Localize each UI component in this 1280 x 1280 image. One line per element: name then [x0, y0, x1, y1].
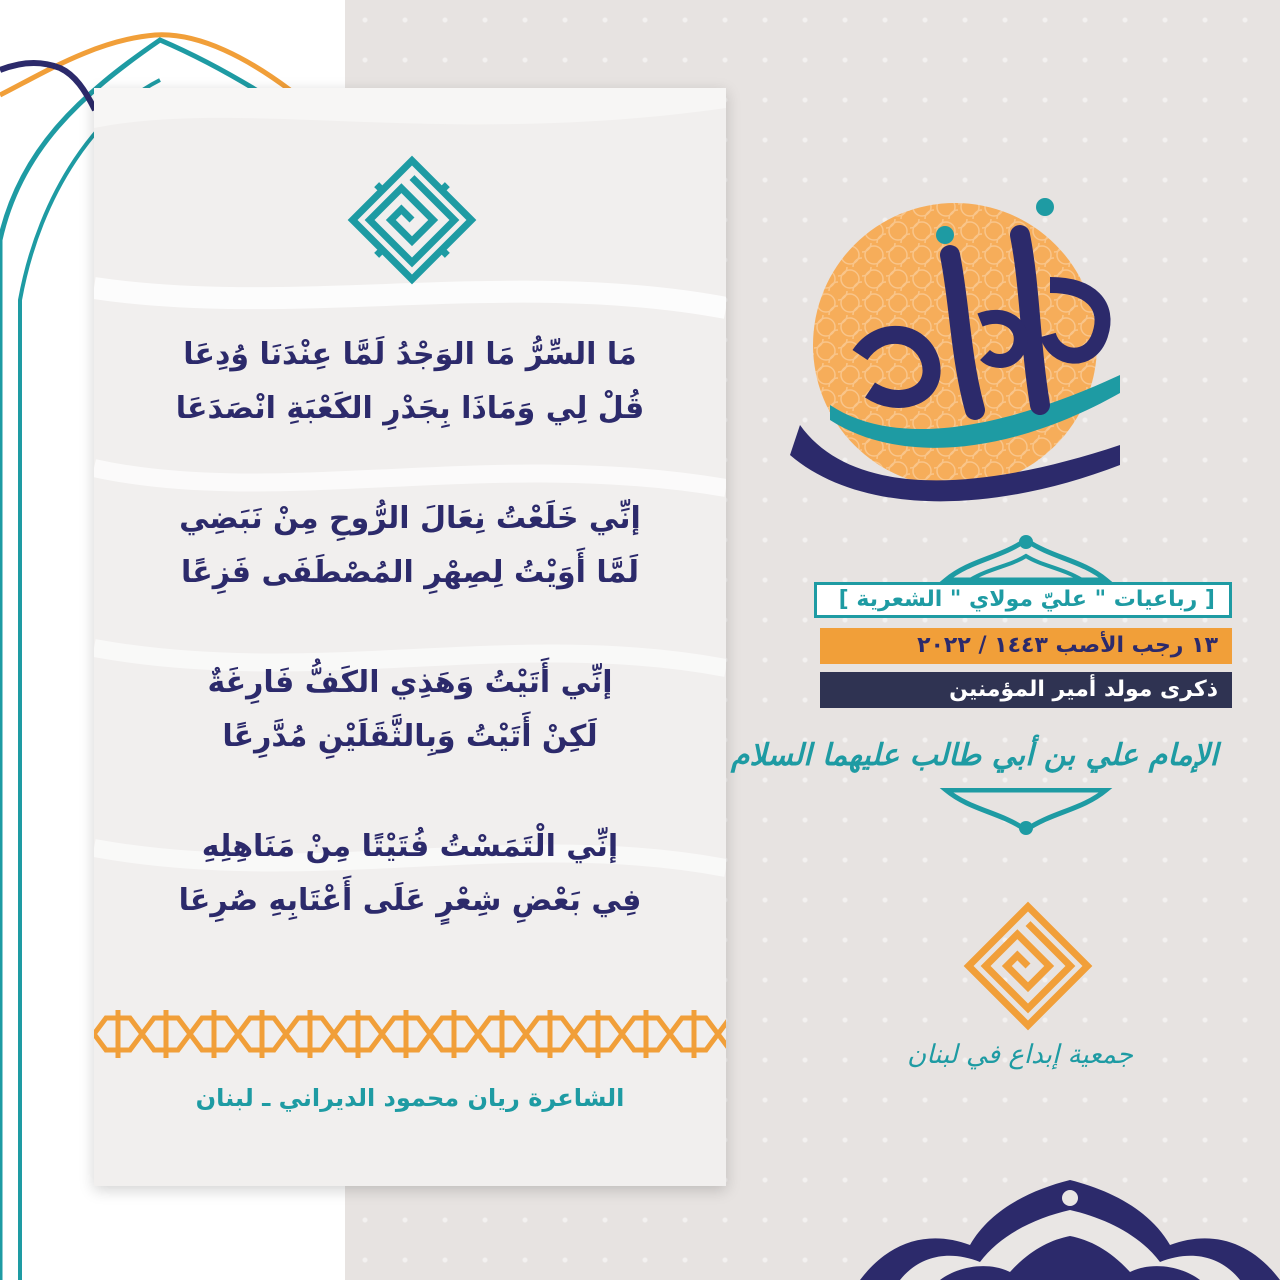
verse-1-1: مَا السِّرُّ مَا الوَجْدُ لَمَّا عِنْدَنَا وُدِعَا: [183, 337, 637, 372]
poem: [94, 328, 726, 984]
verse-3-1: إنِّي أَتَيْتُ وَهَذِي الكَفُّ فَارِغَةٌ: [207, 665, 613, 700]
imam-calligraphy: الإمام علي بن أبي طالب عليهما السلام: [730, 738, 1218, 773]
verse-4-1: إنِّي الْتَمَسْتُ فُتَيْتًا مِنْ مَنَاهِلِهِ: [201, 829, 619, 864]
occasion-label: ذكرى مولد أمير المؤمنين: [820, 672, 1232, 708]
title-panel: [730, 530, 1232, 840]
verse-2-2: لَمَّا أَوَيْتُ لِصِهْرِ المُصْطَفَى فَزِعًا: [180, 555, 640, 590]
stanza-4: [94, 820, 726, 928]
verse-4-2: فِي بَعْضِ شِعْرٍ عَلَى أَعْتَابِهِ صُرِعَا: [178, 883, 642, 918]
verse-2-1: إنِّي خَلَعْتُ نِعَالَ الرُّوحِ مِنْ نَبَضِي: [179, 501, 641, 536]
stanza-2: [94, 492, 726, 600]
arabesque-top-ornament: [820, 530, 1232, 582]
stanza-1: [94, 328, 726, 436]
kufic-logo-icon: [342, 150, 482, 290]
series-label: [ رباعيات " عليّ مولاي " الشعرية ]: [814, 582, 1232, 618]
poem-card: [94, 88, 726, 1186]
verse-1-2: قُلْ لِي وَمَاذَا بِجَدْرِ الكَعْبَةِ انْصَدَعَا: [175, 391, 645, 426]
stanza-3: [94, 656, 726, 764]
mawlay-calligraphy: [790, 195, 1130, 525]
verse-3-2: لَكِنْ أَتَيْتُ وَبِالثَّقَلَيْنِ مُدَّرِعًا: [222, 719, 598, 754]
arabesque-bottom-ornament: [820, 788, 1232, 840]
knot-band-icon: [94, 1010, 726, 1058]
poet-credit: الشاعرة ريان محمود الديراني ـ لبنان: [195, 1084, 625, 1112]
organization-signature: جمعية إبداع في لبنان: [907, 1040, 1133, 1070]
arabesque-ornament-icon: [860, 1170, 1280, 1280]
kufic-orange-logo-icon: [960, 898, 1096, 1034]
date-label: ١٣ رجب الأصب ١٤٤٣ / ٢٠٢٢: [820, 628, 1232, 664]
